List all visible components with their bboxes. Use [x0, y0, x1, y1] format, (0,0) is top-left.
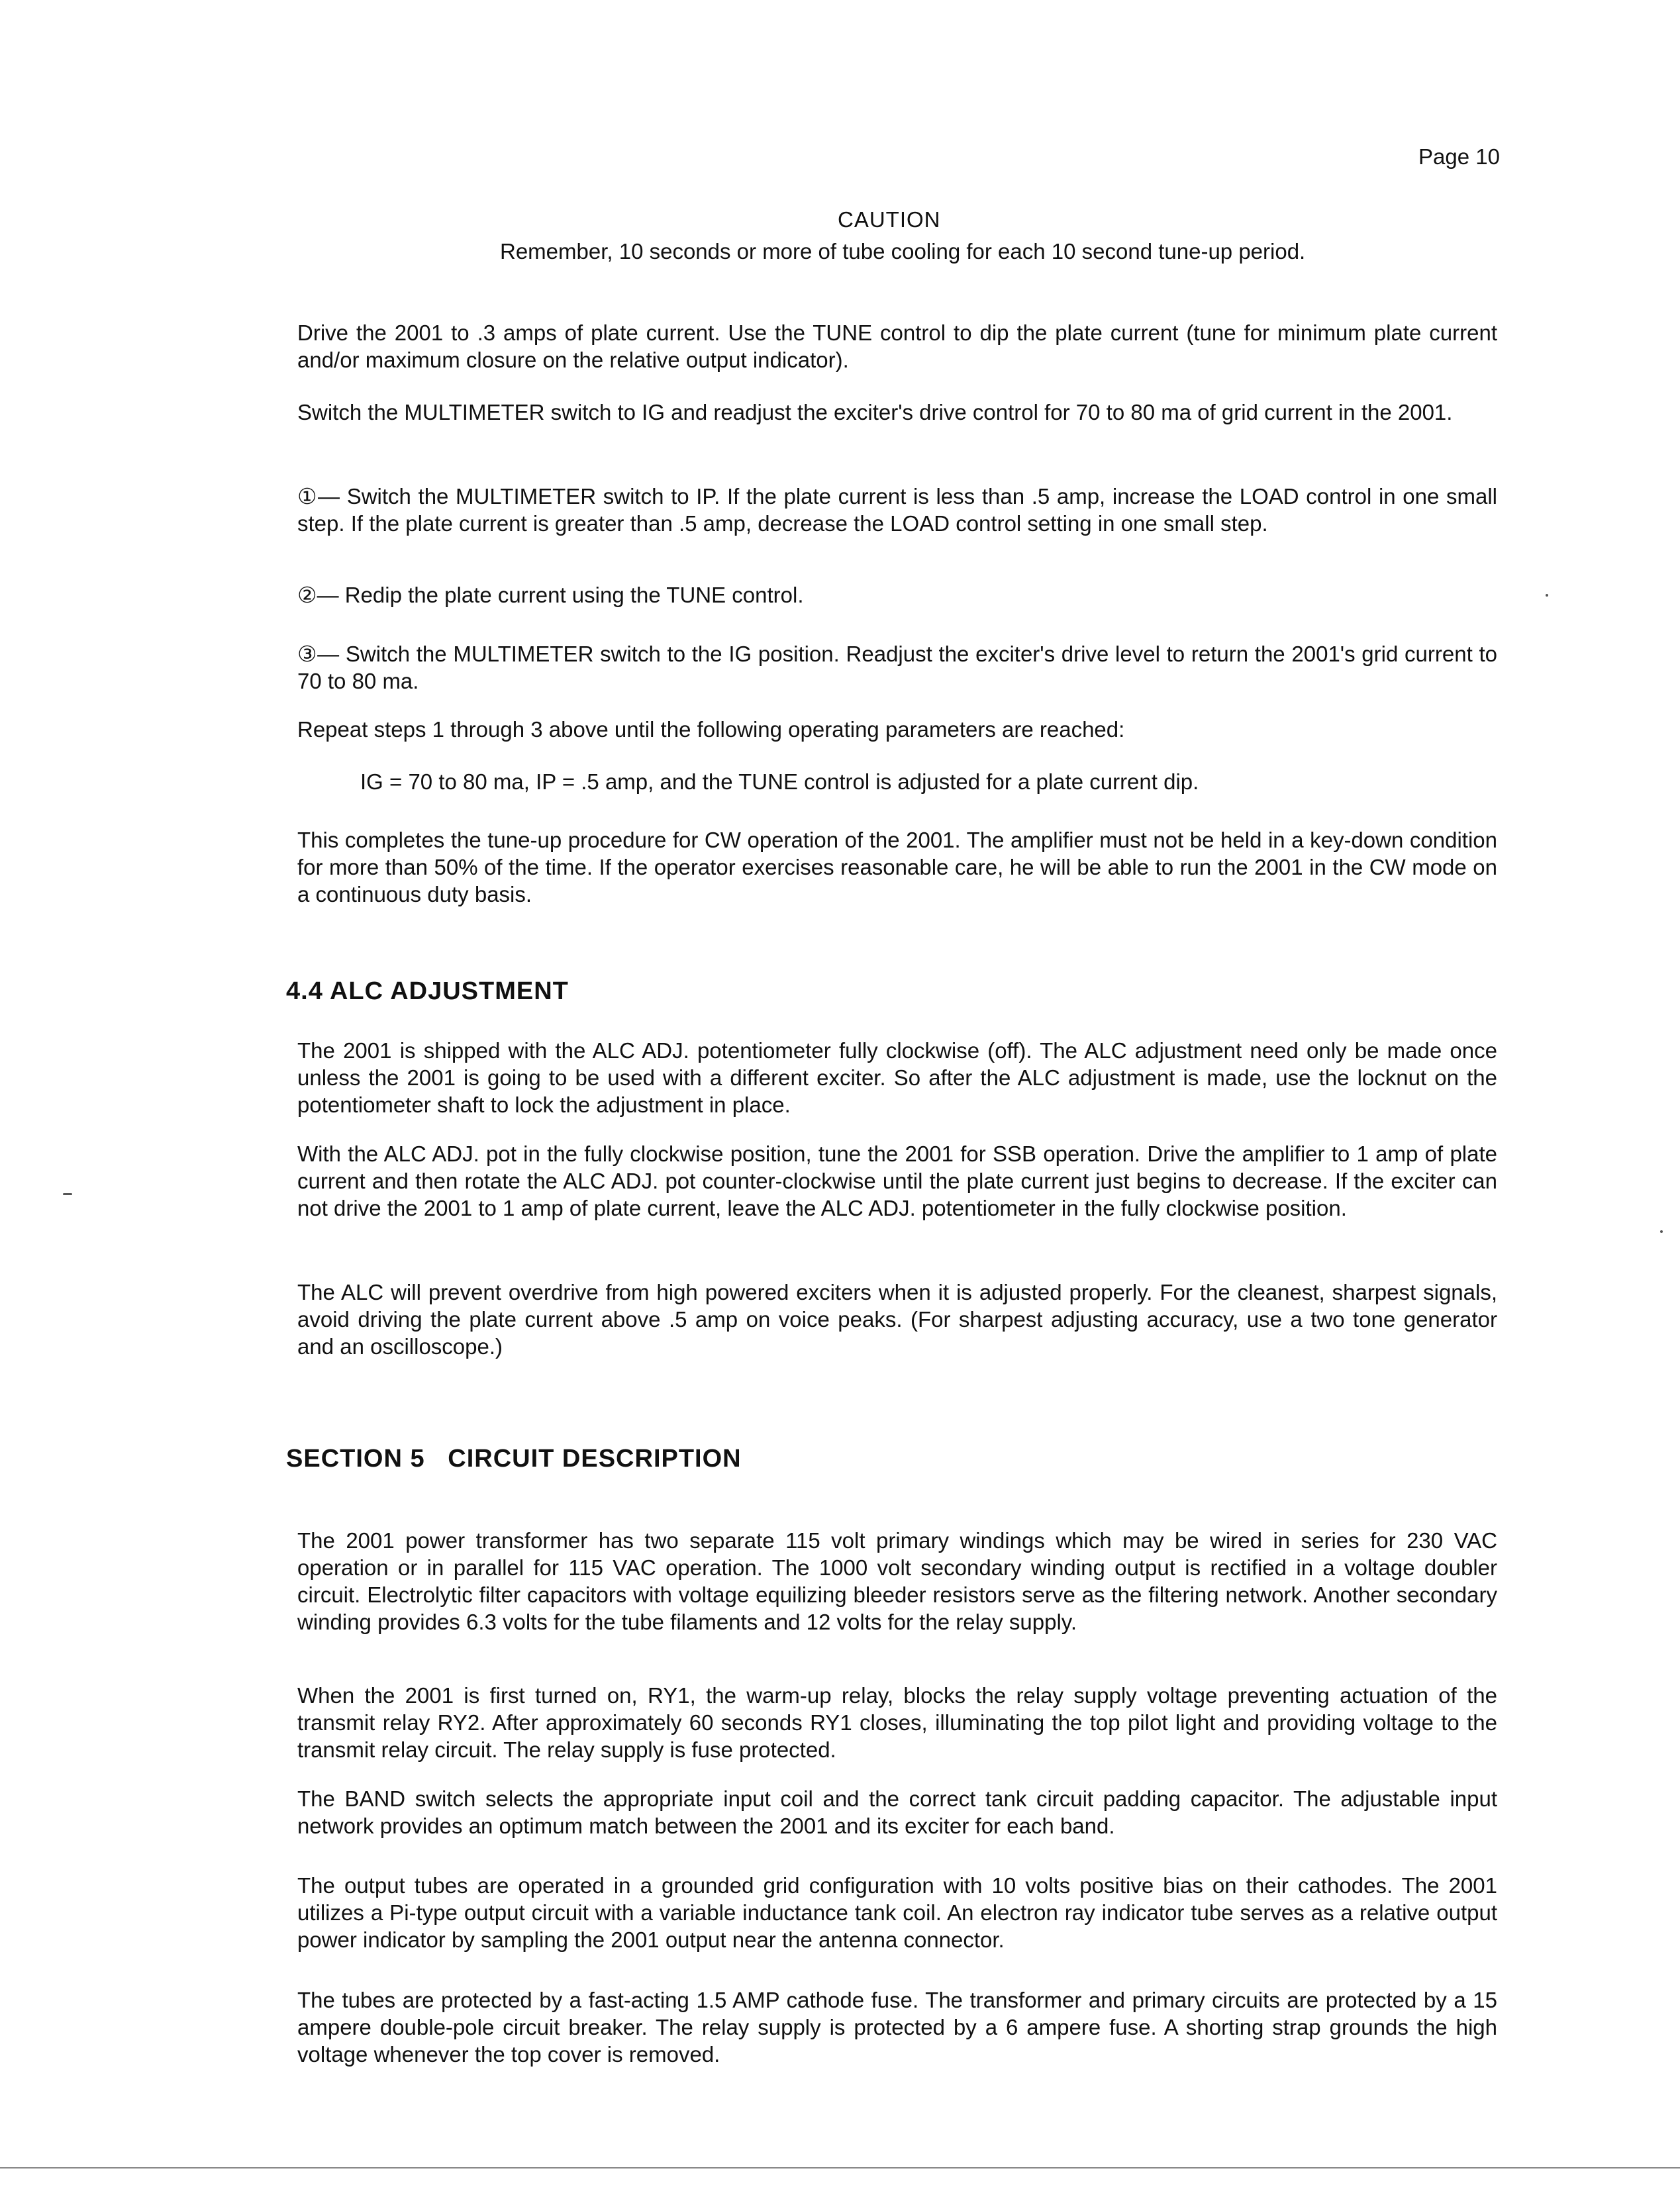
paragraph-drive: Drive the 2001 to .3 amps of plate current. Use the TUNE control to dip the plate current (tune for minimum plate current and/or maximum closure on the relative output indicator).: [297, 320, 1497, 372]
circuit-paragraph: The BAND switch selects the appropriate input coil and the correct tank circuit padding capacitor. The adjustable input network provides an optimum match between the 2001 and its exciter for each band.: [297, 1786, 1497, 1838]
scan-mark: [63, 1193, 72, 1195]
section-5-heading: SECTION 5 CIRCUIT DESCRIPTION: [286, 1445, 742, 1473]
alc-paragraph: The 2001 is shipped with the ALC ADJ. potentiometer fully clockwise (off). The ALC adjustment need only be made once unless the 2001 is going to be used with a different exciter. So after the ALC adjustment is made, use the locknut on the potentiometer shaft to lock the adjustment in place.: [297, 1038, 1497, 1117]
operating-parameters: IG = 70 to 80 ma, IP = .5 amp, and the TUNE control is adjusted for a plate current dip.: [360, 769, 1199, 794]
scan-mark: [1546, 594, 1548, 597]
circuit-paragraph: The tubes are protected by a fast-acting 1.5 AMP cathode fuse. The transformer and primary circuits are protected by a 15 ampere double-pole circuit breaker. The relay supply is protected by a 6 ampere fuse. A shorting strap grounds the high voltage whenever the top cover is removed.: [297, 1988, 1497, 2067]
alc-paragraph: The ALC will prevent overdrive from high powered exciters when it is adjusted properly. For the cleanest, sharpest signals, avoid driving the plate current above .5 amp on voice peaks. (For sharpest adjusting accuracy, use a two tone generator and an oscilloscope.): [297, 1280, 1497, 1359]
step-3: ③— Switch the MULTIMETER switch to the IG position. Readjust the exciter's drive level to return the 2001's grid current to 70 to 80 ma.: [297, 642, 1497, 693]
paragraph-cw-complete: This completes the tune-up procedure for CW operation of the 2001. The amplifier must not be held in a key-down condition for more than 50% of the time. If the operator exercises reasonable care, he will be able to run the 2001 in the CW mode on a continuous duty basis.: [297, 828, 1497, 906]
circuit-paragraph: The output tubes are operated in a grounded grid configuration with 10 volts positive bias on their cathodes. The 2001 utilizes a Pi-type output circuit with a variable inductance tank coil. An electron ray indicator tube serves as a relative output power indicator by sampling the 2001 output near the antenna connector.: [297, 1873, 1497, 1952]
alc-heading: 4.4 ALC ADJUSTMENT: [286, 977, 569, 1005]
page-bottom-edge: [0, 2167, 1680, 2169]
alc-paragraph: With the ALC ADJ. pot in the fully clockwise position, tune the 2001 for SSB operation. Drive the amplifier to 1 amp of plate current and then rotate the ALC ADJ. pot counter-clockwise until the plate current just begins to decrease. If the exciter can not drive the 2001 to 1 amp of plate current, leave the ALC ADJ. potentiometer in the fully clockwise position.: [297, 1142, 1497, 1220]
circuit-paragraph: The 2001 power transformer has two separate 115 volt primary windings which may be wired in series for 230 VAC operation or in parallel for 115 VAC operation. The 1000 volt secondary winding output is rectified in a voltage doubler circuit. Electrolytic filter capacitors with voltage equilizing bleeder resistors serve as the filtering network. Another secondary winding provides 6.3 volts for the tube filaments and 12 volts for the relay supply.: [297, 1528, 1497, 1634]
circuit-paragraph: When the 2001 is first turned on, RY1, the warm-up relay, blocks the relay supply voltage preventing actuation of the transmit relay RY2. After approximately 60 seconds RY1 closes, illuminating the top pilot light and providing voltage to the transmit relay circuit. The relay supply is fuse protected.: [297, 1683, 1497, 1762]
paragraph-repeat: Repeat steps 1 through 3 above until the following operating parameters are reached:: [297, 717, 1125, 742]
paragraph-multimeter-ig: Switch the MULTIMETER switch to IG and readjust the exciter's drive control for 70 to 80 ma of grid current in the 2001.: [297, 400, 1453, 424]
caution-body: Remember, 10 seconds or more of tube cooling for each 10 second tune-up period.: [500, 239, 1306, 264]
scan-mark: [1660, 1230, 1663, 1233]
page-number: Page 10: [1418, 144, 1500, 169]
step-1: ①— Switch the MULTIMETER switch to IP. If the plate current is less than .5 amp, increase the LOAD control in one small step. If the plate current is greater than .5 amp, decrease the LOAD control setting in one small step.: [297, 484, 1497, 536]
step-2: ②— Redip the plate current using the TUNE control.: [297, 583, 804, 607]
caution-title: CAUTION: [838, 207, 941, 232]
